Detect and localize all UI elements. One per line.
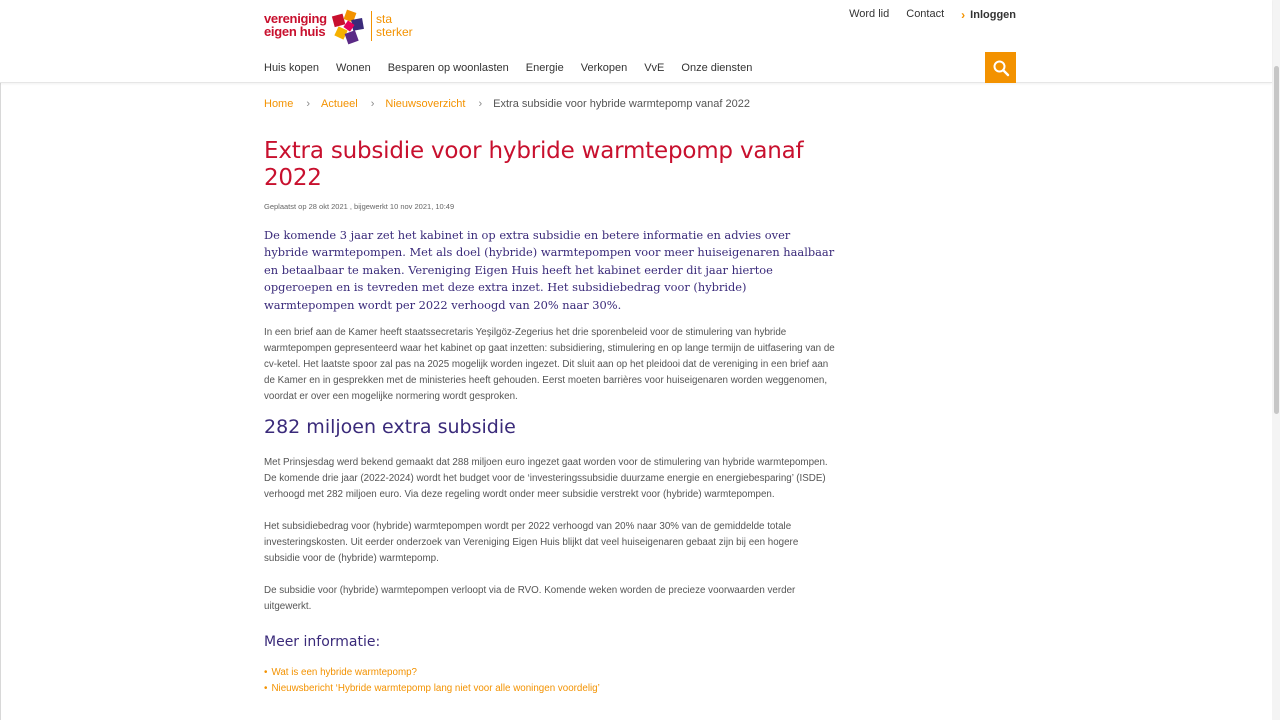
article-paragraph-4: De subsidie voor (hybride) warmtepompen verloopt via de RVO. Komende weken worden de precieze voorwaarden verder uitgewerkt. (264, 585, 796, 613)
search-button[interactable] (985, 52, 1016, 83)
scrollbar-thumb[interactable] (1274, 66, 1279, 414)
article-paragraph-2: Met Prinsjesdag werd bekend gemaakt dat 288 miljoen euro ingezet gaat worden voor de stimulering van hybride warmtepompen. De komende drie jaar (2022-2024) wordt het budget voor de ‘investeringssubsidie duurzame energie en energiebesparing’ (ISDE) verhoogd met 282 miljoen euro. Via deze regeling wordt onder meer subsidie verstrekt voor (hybride) warmtepompen. (264, 457, 828, 501)
chevron-right-icon: › (370, 98, 375, 110)
logo-divider (371, 11, 372, 41)
logo-squares-icon (330, 9, 366, 45)
breadcrumb (264, 98, 750, 110)
site-header (0, 0, 1272, 83)
breadcrumb-current: Extra subsidie voor hybride warmtepomp vanaf 2022 (493, 98, 750, 110)
nav-item-onze-diensten[interactable]: Onze diensten (681, 62, 753, 74)
page-title: Extra subsidie voor hybride warmtepomp vanaf 2022 (264, 138, 804, 191)
breadcrumb-actueel[interactable]: Actueel (321, 98, 358, 110)
logo-line-2: eigen huis (264, 24, 326, 39)
nav-item-besparen[interactable]: Besparen op woonlasten (387, 62, 509, 74)
main-nav (264, 62, 752, 74)
nav-item-huis-kopen[interactable]: Huis kopen (264, 62, 320, 74)
top-links (849, 8, 1016, 22)
breadcrumb-nieuwsoverzicht[interactable]: Nieuwsoverzicht (385, 98, 466, 110)
nav-item-verkopen[interactable]: Verkopen (580, 62, 628, 74)
breadcrumb-home[interactable]: Home (264, 98, 294, 110)
more-info-heading: Meer informatie: (264, 634, 381, 651)
more-info-link[interactable]: • Nieuwsbericht ‘Hybride warmtepomp lang niet voor alle woningen voordelig’ (264, 681, 836, 697)
word-lid-link[interactable]: Word lid (849, 8, 890, 20)
more-info-link[interactable]: • Wat is een hybride warmtepomp? (264, 665, 836, 681)
article (264, 138, 836, 697)
article-lead: De komende 3 jaar zet het kabinet in op extra subsidie en betere informatie en advies over hybride warmtepompen. Met als doel (hybride) warmtepompen voor meer huiseigenaren haalbaar en betaalbaar te maken. Vereniging Eigen Huis heeft het kabinet eerder dit jaar hiertoe opgeroepen en is tevreden met deze extra inzet. Het subsidiebedrag voor (hybride) warmtepompen wordt per 2022 verhoogd van 20% naar 30%. (264, 228, 835, 312)
nav-item-vve[interactable]: VvE (644, 62, 665, 74)
chevron-right-icon: › (306, 98, 311, 110)
more-info-list (264, 665, 836, 697)
chevron-right-icon: › (478, 98, 483, 110)
search-icon (992, 59, 1010, 77)
inloggen-link[interactable] (961, 8, 1016, 22)
article-paragraph-1: In een brief aan de Kamer heeft staatssecretaris Yeşilgöz-Zegerius het drie sporenbeleid voor de stimulering van hybride warmtepompen gepresenteerd waar het kabinet op gaat inzetten: subsidiering, stimulering en op lange termijn de uitfasering van de cv-ketel. Het laatste spoor zal pas na 2025 mogelijk worden ingezet. Dit sluit aan op het pleidooi dat de vereniging in een brief aan de Kamer en in gesprekken met de ministeries heeft gehouden. Eerst moeten barrières voor huiseigenaren worden weggenomen, voordat er over een mogelijke normering wordt gesproken. (264, 327, 835, 403)
logo-slogan-line-2: sterker (376, 25, 413, 39)
site-logo[interactable] (264, 9, 424, 45)
window-edge (0, 0, 1, 720)
logo-line-1: vereniging (264, 11, 327, 26)
nav-item-wonen[interactable]: Wonen (336, 62, 371, 74)
article-meta: Geplaatst op 28 okt 2021 , bijgewerkt 10 nov 2021, 10:49 (264, 202, 455, 211)
chevron-right-icon: › (961, 8, 966, 22)
logo-slogan (376, 13, 413, 39)
scrollbar[interactable] (1272, 0, 1280, 720)
contact-link[interactable]: Contact (906, 8, 945, 20)
section-heading: 282 miljoen extra subsidie (264, 416, 516, 439)
article-paragraph-3: Het subsidiebedrag voor (hybride) warmtepompen wordt per 2022 verhoogd van 20% naar 30% van de gemiddelde totale investeringskosten. Uit eerder onderzoek van Vereniging Eigen Huis blijkt dat veel huiseigenaren gebaat zijn bij een hogere subsidie voor de (hybride) warmtepomp. (264, 521, 799, 565)
logo-wordmark (264, 12, 327, 38)
inloggen-label: Inloggen (970, 9, 1016, 21)
logo-slogan-line-1: sta (376, 12, 393, 26)
nav-item-energie[interactable]: Energie (525, 62, 564, 74)
